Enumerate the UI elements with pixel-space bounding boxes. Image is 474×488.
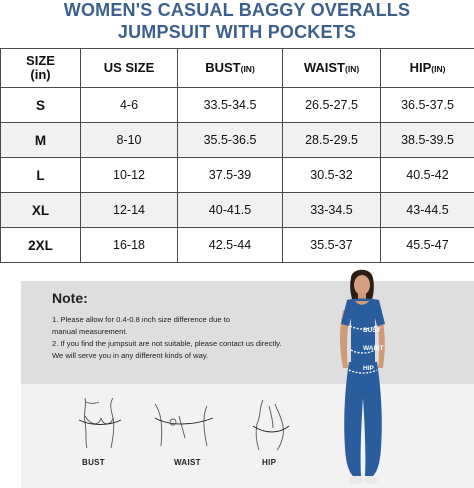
waist-measure-label: WAIST [174, 458, 201, 467]
hip-measure-icon [239, 396, 295, 452]
cell-hip: 38.5-39.5 [381, 123, 474, 158]
cell-us-size: 10-12 [81, 158, 178, 193]
cell-bust: 33.5-34.5 [178, 88, 283, 123]
note-line: 1. Please allow for 0.4-0.8 inch size difference due to [52, 315, 230, 324]
cell-bust: 40-41.5 [178, 193, 283, 228]
cell-hip: 43-44.5 [381, 193, 474, 228]
model-face [354, 275, 370, 295]
cell-waist: 26.5-27.5 [283, 88, 381, 123]
table-row [1, 88, 474, 123]
cell-waist: 35.5-37 [283, 228, 381, 263]
header-size [1, 49, 81, 88]
cell-size: 2XL [1, 228, 81, 263]
size-chart-table [0, 48, 474, 263]
model-jumpsuit-pants [344, 362, 382, 476]
table-row [1, 123, 474, 158]
header-size-unit: (in) [30, 67, 51, 82]
header-bust-unit: (IN) [240, 63, 255, 74]
header-bust-label: BUST [205, 59, 241, 75]
header-hip-unit: (IN) [431, 63, 446, 74]
cell-us-size: 4-6 [81, 88, 178, 123]
model-right-shoe [364, 476, 378, 484]
waist-measure-icon [149, 396, 217, 452]
header-waist [283, 49, 381, 88]
table-row [1, 228, 474, 263]
cell-waist: 28.5-29.5 [283, 123, 381, 158]
header-us-size [81, 49, 178, 88]
note-line: We will serve you in any different kinds of way. [52, 351, 209, 360]
figure-hip-label: HIP [363, 365, 374, 372]
cell-waist: 30.5-32 [283, 158, 381, 193]
cell-hip: 36.5-37.5 [381, 88, 474, 123]
cell-bust: 42.5-44 [178, 228, 283, 263]
cell-us-size: 16-18 [81, 228, 178, 263]
note-line: 2. If you find the jumpsuit are not suitable, please contact us directly. [52, 339, 282, 348]
bust-measure-label: BUST [82, 458, 105, 467]
table-row [1, 193, 474, 228]
cell-size: M [1, 123, 81, 158]
cell-hip: 40.5-42 [381, 158, 474, 193]
cell-us-size: 8-10 [81, 123, 178, 158]
figure-bust-label: BUST [363, 327, 381, 334]
header-hip [381, 49, 474, 88]
note-line: manual measurement. [52, 327, 128, 336]
cell-hip: 45.5-47 [381, 228, 474, 263]
table-row [1, 158, 474, 193]
cell-size: XL [1, 193, 81, 228]
figure-waist-label: WAIST [363, 345, 384, 352]
hip-measure-label: HIP [262, 458, 277, 467]
header-bust [178, 49, 283, 88]
page-title-line-1: WOMEN'S CASUAL BAGGY OVERALLS [63, 0, 411, 20]
note-title: Note: [52, 290, 88, 306]
header-us-size-label: US SIZE [103, 60, 155, 75]
header-hip-label: HIP [409, 59, 432, 75]
header-waist-unit: (IN) [345, 63, 360, 74]
cell-bust: 35.5-36.5 [178, 123, 283, 158]
model-left-shoe [349, 476, 363, 484]
page-title-line-2: JUMPSUIT WITH POCKETS [117, 22, 357, 42]
table-header-row [1, 49, 474, 88]
cell-size: L [1, 158, 81, 193]
cell-bust: 37.5-39 [178, 158, 283, 193]
header-waist-label: WAIST [303, 59, 345, 75]
cell-size: S [1, 88, 81, 123]
bust-measure-icon [75, 394, 125, 450]
cell-us-size: 12-14 [81, 193, 178, 228]
model-figure-image [313, 268, 413, 488]
header-size-label: SIZE [26, 53, 55, 68]
cell-waist: 33-34.5 [283, 193, 381, 228]
